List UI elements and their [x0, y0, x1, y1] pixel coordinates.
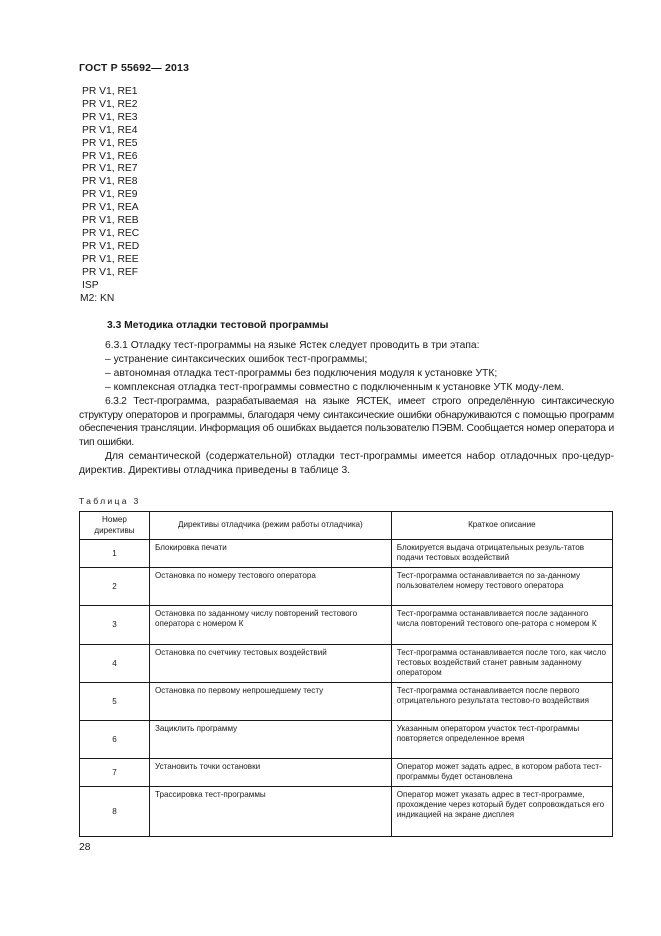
section-title: 3.3 Методика отладки тестовой программы [107, 320, 329, 331]
directive-number: 4 [80, 645, 150, 683]
list-item: – устранение синтаксических ошибок тест-программы; [105, 353, 368, 365]
code-line: PR V1, RE8 [82, 176, 138, 188]
table-row [80, 540, 613, 568]
directive-number: 5 [80, 683, 150, 721]
directive-number: 8 [80, 787, 150, 837]
directive-name: Остановка по первому непрошедшему тесту [149, 683, 391, 721]
directives-table [79, 511, 613, 837]
code-line: PR V1, REF [82, 266, 139, 278]
directive-description: Блокируется выдача отрицательных резуль-татов подачи тестовых воздействий [391, 540, 612, 568]
table-row [80, 787, 613, 837]
paragraph: 6.3.2 Тест-программа, разрабатываемая на языке ЯСТЕК, имеет строго определённую синтаксическую структуру операторов и программы, благодаря чему синтаксические ошибки обнаруживаются с помощью программ обеспечения трансляции. Информация об ошибках выдается пользователю ПЭВМ. Сообщается номер оператора и тип ошибки. [79, 395, 614, 449]
column-header-directive: Директивы отладчика (режим работы отладчика) [149, 512, 391, 540]
table-row [80, 759, 613, 787]
directive-number: 2 [80, 568, 150, 606]
code-line: PR V1, RE7 [82, 163, 138, 175]
code-line-end: M2: KN [80, 292, 115, 304]
code-list [80, 86, 139, 305]
standard-header: ГОСТ Р 55692— 2013 [79, 62, 190, 74]
column-header-description: Краткое описание [391, 512, 612, 540]
table-caption: Таблица 3 [79, 496, 141, 506]
directive-number: 6 [80, 721, 150, 759]
directive-name: Зациклить программу [149, 721, 391, 759]
code-line: PR V1, RE1 [82, 86, 138, 97]
directive-description: Тест-программа останавливается после заданного числа повторений тестового опе-ратора с номером К [391, 606, 612, 645]
code-line: PR V1, RE5 [82, 137, 138, 149]
directive-description: Указанным оператором участок тест-программы повторяется определенное время [391, 721, 612, 759]
directive-description: Оператор может указать адрес в тест-программе, прохождение через который будет сопровождаться его индикацией на экране дисплея [391, 787, 612, 837]
code-line: PR V1, REB [82, 215, 139, 227]
code-line: PR V1, RE3 [82, 111, 138, 123]
list-item: – автономная отладка тест-программы без подключения модуля к установке УТК; [105, 367, 498, 379]
table-row [80, 645, 613, 683]
directive-description: Тест-программа останавливается после того, как число тестовых воздействий станет равным заданному оператором [391, 645, 612, 683]
code-line: PR V1, RE2 [82, 98, 138, 110]
table-row [80, 568, 613, 606]
directive-name: Остановка по номеру тестового оператора [149, 568, 391, 606]
directive-number: 3 [80, 606, 150, 645]
list-item: – комплексная отладка тест-программы совместно с подключенным к установке УТК моду-лем. [105, 381, 565, 393]
directive-description: Оператор может задать адрес, в котором работа тест-программы будет остановлена [391, 759, 612, 787]
directive-description: Тест-программа останавливается по за-данному пользователем номеру тестового оператора [391, 568, 612, 606]
directive-name: Остановка по счетчику тестовых воздействий [149, 645, 391, 683]
code-line: PR V1, RE6 [82, 150, 138, 162]
directive-name: Установить точки остановки [149, 759, 391, 787]
code-line: ISP [82, 279, 99, 291]
code-line: PR V1, RED [82, 240, 140, 252]
code-line: PR V1, REE [82, 253, 139, 265]
paragraph: Для семантической (содержательной) отладки тест-программы имеется набор отладочных про-цедур-директив. Директивы отладчика приведены в таблице 3. [79, 451, 614, 477]
table-row [80, 683, 613, 721]
code-line: PR V1, REC [82, 227, 140, 239]
code-line: PR V1, RE4 [82, 124, 138, 136]
directive-name: Блокировка печати [149, 540, 391, 568]
table-row [80, 606, 613, 645]
directive-number: 7 [80, 759, 150, 787]
paragraph: 6.3.1 Отладку тест-программы на языке Ястек следует проводить в три этапа: [105, 340, 480, 351]
table-row [80, 721, 613, 759]
table-header-row [80, 512, 613, 540]
directive-description: Тест-программа останавливается после первого отрицательного результата тестово-го воздействия [391, 683, 612, 721]
column-header-number: Номер директивы [80, 512, 150, 540]
directive-name: Остановка по заданному числу повторений тестового оператора с номером К [149, 606, 391, 645]
directive-number: 1 [80, 540, 150, 568]
directive-name: Трассировка тест-программы [149, 787, 391, 837]
body-text [79, 339, 614, 478]
code-line: PR V1, REA [82, 202, 139, 214]
page-number: 28 [79, 842, 91, 853]
code-line: PR V1, RE9 [82, 189, 138, 201]
